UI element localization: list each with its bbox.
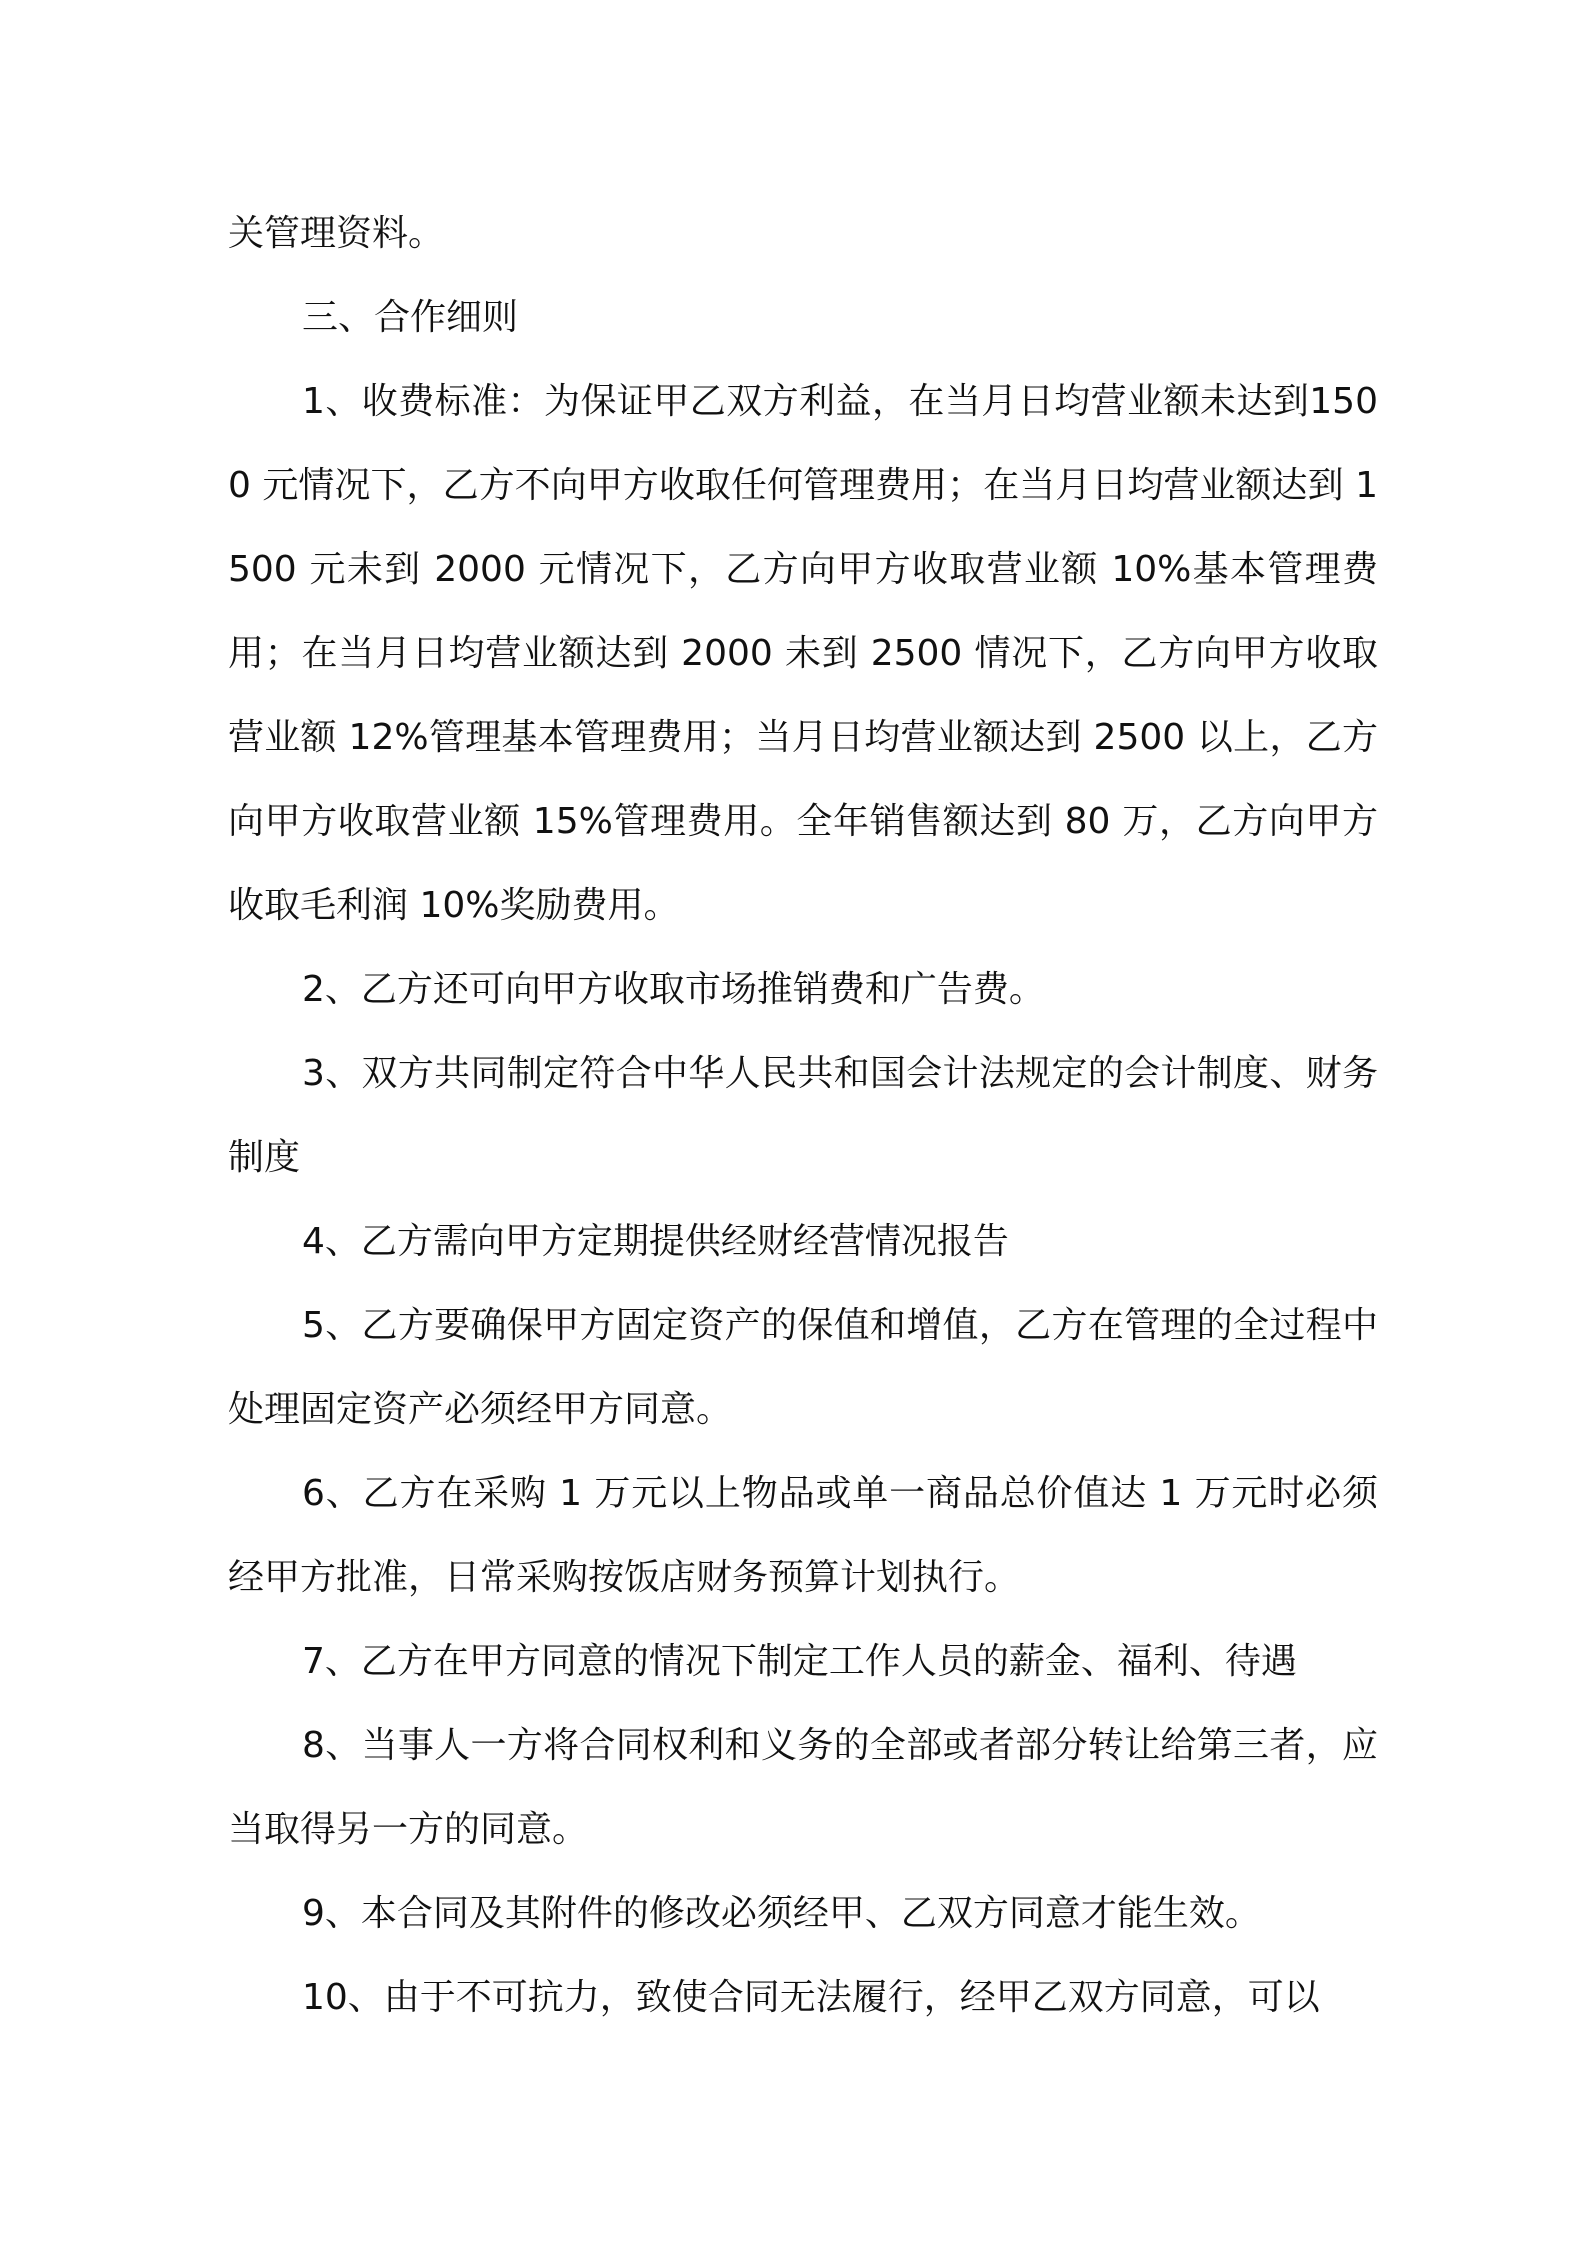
clause-5-fixed-assets: 5、乙方要确保甲方固定资产的保值和增值，乙方在管理的全过程中处理固定资产必须经甲方同意。 bbox=[228, 1305, 1378, 1430]
clause-10-force-majeure: 10、由于不可抗力，致使合同无法履行，经甲乙双方同意，可以 bbox=[302, 1977, 1320, 2018]
clause-9-contract-amendment: 9、本合同及其附件的修改必须经甲、乙双方同意才能生效。 bbox=[302, 1893, 1261, 1934]
clause-6-procurement-approval: 6、乙方在采购 1 万元以上物品或单一商品总价值达 1 万元时必须经甲方批准，日常采购按饭店财务预算计划执行。 bbox=[228, 1473, 1378, 1598]
section-heading-cooperation-rules: 三、合作细则 bbox=[302, 297, 519, 338]
clause-2-marketing-fees: 2、乙方还可向甲方收取市场推销费和广告费。 bbox=[302, 969, 1045, 1010]
clause-7-staff-compensation: 7、乙方在甲方同意的情况下制定工作人员的薪金、福利、待遇 bbox=[302, 1641, 1297, 1682]
clause-8-assignment-of-rights: 8、当事人一方将合同权利和义务的全部或者部分转让给第三者，应当取得另一方的同意。 bbox=[228, 1725, 1378, 1850]
paragraph-continuation: 关管理资料。 bbox=[228, 213, 445, 254]
clause-1-fee-standard: 1、收费标准：为保证甲乙双方利益，在当月日均营业额未达到1500 元情况下，乙方不向甲方收取任何管理费用；在当月日均营业额达到 1500 元未到 2000 元情况下，乙方向甲方收取营业额 10%基本管理费用；在当月日均营业额达到 2000 未到 2500 情况下，乙方向甲方收取营业额 12%管理基本管理费用；当月日均营业额达到 2500 以上，乙方向甲方收取营业额 15%管理费用。全年销售额达到 80 万，乙方向甲方收取毛利润 10%奖励费用。 bbox=[228, 381, 1378, 926]
clause-4-operation-report: 4、乙方需向甲方定期提供经财经营情况报告 bbox=[302, 1221, 1009, 1262]
clause-3-accounting-system: 3、双方共同制定符合中华人民共和国会计法规定的会计制度、财务制度 bbox=[228, 1053, 1378, 1178]
document-body bbox=[228, 192, 1378, 2040]
